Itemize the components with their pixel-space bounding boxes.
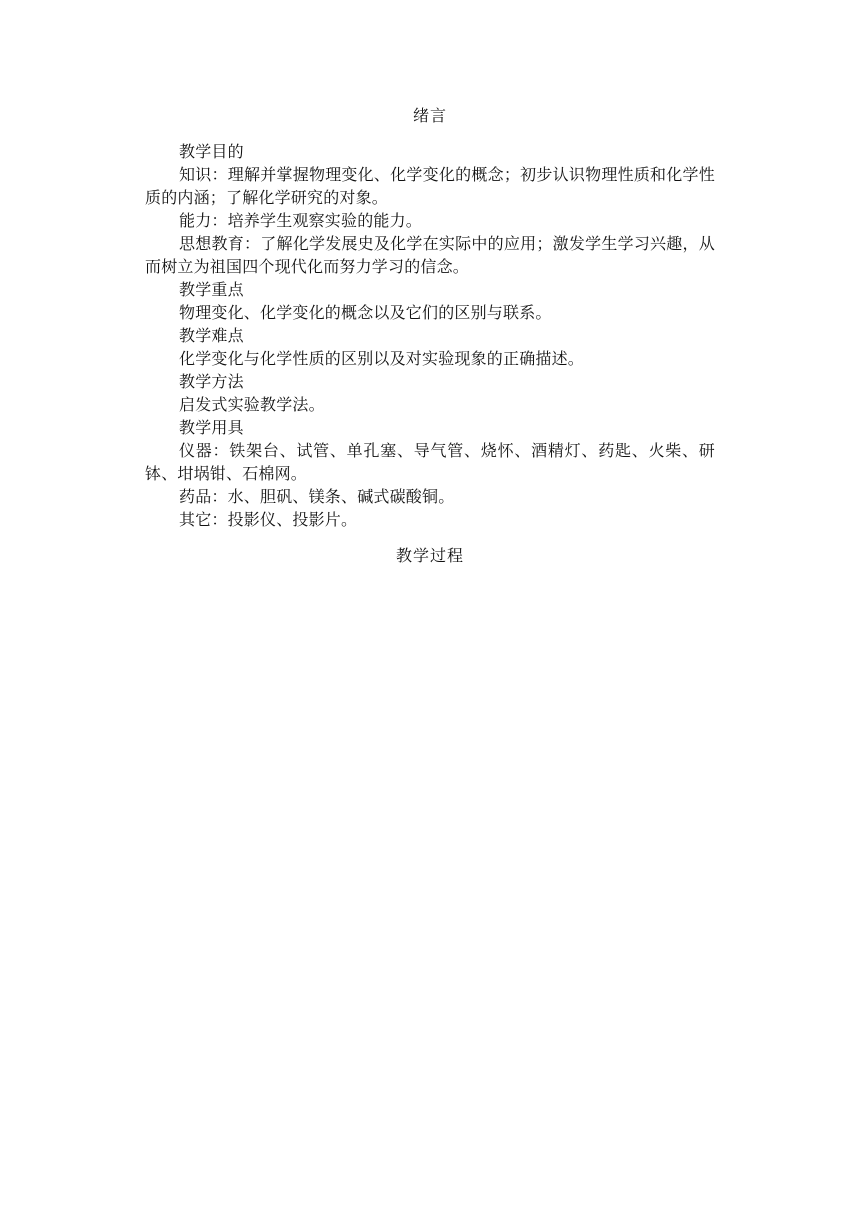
paragraph-ability: 能力：培养学生观察实验的能力。 [179,211,423,230]
paragraph-teaching-difficulty: 化学变化与化学性质的区别以及对实验现象的正确描述。 [179,349,585,368]
paragraph-ideological-education: 思想教育：了解化学发展史及化学在实际中的应用；激发学生学习兴趣，从而树立为祖国四个现代化而努力学习的信念。 [145,234,715,276]
paragraph-chemicals: 药品：水、胆矾、镁条、碱式碳酸铜。 [179,487,455,506]
heading-teaching-method: 教学方法 [179,372,244,391]
section-title-teaching-process: 教学过程 [395,546,464,565]
paragraph-teaching-method: 启发式实验教学法。 [179,395,325,414]
document-title: 绪言 [412,106,447,125]
paragraph-knowledge: 知识：理解并掌握物理变化、化学变化的概念；初步认识物理性质和化学性质的内涵；了解化学研究的对象。 [145,165,715,207]
heading-teaching-tools: 教学用具 [179,418,244,437]
heading-teaching-goals: 教学目的 [179,142,244,161]
heading-teaching-focus: 教学重点 [179,280,244,299]
paragraph-other-tools: 其它：投影仪、投影片。 [179,510,358,529]
paragraph-instruments: 仪器：铁架台、试管、单孔塞、导气管、烧怀、酒精灯、药匙、火柴、研钵、坩埚钳、石棉网。 [145,441,715,483]
document-page [145,104,715,567]
heading-teaching-difficulty: 教学难点 [179,326,244,345]
paragraph-teaching-focus: 物理变化、化学变化的概念以及它们的区别与联系。 [179,303,552,322]
